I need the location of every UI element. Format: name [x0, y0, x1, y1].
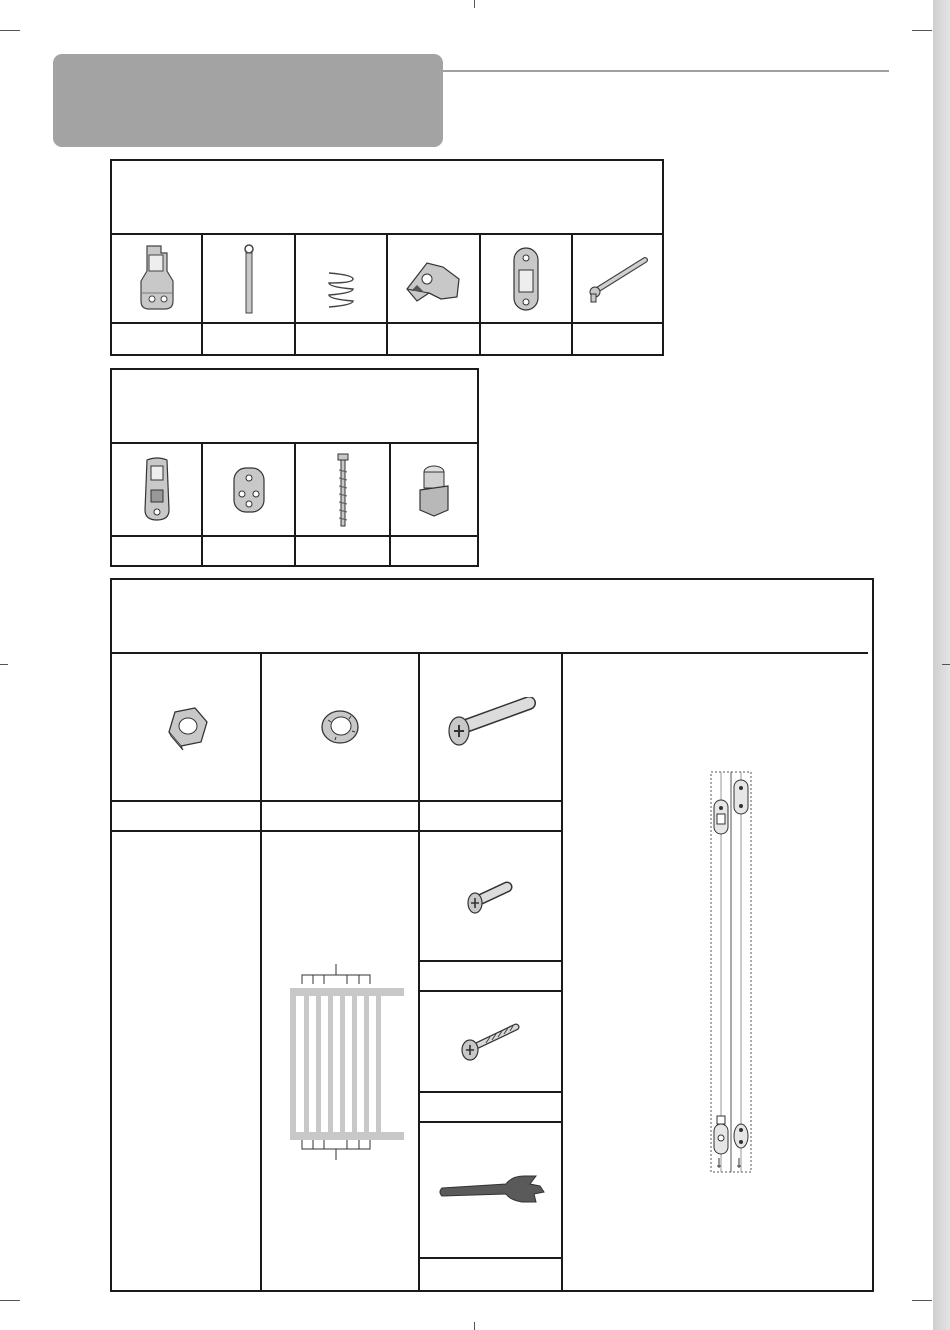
- end-cap-icon: [414, 460, 454, 520]
- gate-frame-diagram: [262, 832, 418, 1290]
- latch-block-icon: [399, 249, 469, 309]
- part-latch-housing: [112, 235, 201, 322]
- part-label: [391, 537, 477, 565]
- part-label: [481, 324, 571, 354]
- part-label: [203, 537, 294, 565]
- spring-icon: [321, 265, 361, 315]
- crop-mark-corner-tl: [0, 30, 20, 31]
- long-screw-icon: [333, 450, 353, 530]
- wood-screw-icon: [456, 1017, 526, 1067]
- part-label: [203, 324, 294, 354]
- extension-bars-diagram: [563, 654, 872, 1290]
- part-catch-bracket: [112, 444, 201, 535]
- part-pin-bolt: [203, 235, 294, 322]
- pin-bolt-icon: [234, 241, 264, 316]
- part-label: [296, 324, 386, 354]
- gate-frame-icon: [262, 832, 418, 1290]
- part-oval-catch-plate: [481, 235, 571, 322]
- spindle-bolt-icon: [441, 697, 541, 757]
- part-label: [112, 802, 260, 830]
- part-spindle-bolt: [420, 654, 561, 800]
- part-latch-block: [388, 235, 479, 322]
- crop-mark-corner-br: [912, 1300, 932, 1301]
- crop-mark-left: [0, 664, 8, 665]
- crop-mark-right: [942, 664, 950, 665]
- part-short-bolt: [420, 832, 561, 960]
- spanner-icon: [436, 1170, 546, 1210]
- short-bolt-icon: [461, 871, 521, 921]
- ring-washer-icon: [315, 702, 365, 752]
- part-wood-screw: [420, 992, 561, 1091]
- part-spring: [296, 235, 386, 322]
- extension-bars-icon: [563, 654, 872, 1290]
- crop-mark-corner-bl: [0, 1300, 20, 1301]
- latch-housing-icon: [127, 241, 187, 316]
- page-edge-strip: [933, 0, 950, 1330]
- part-label: [420, 802, 561, 830]
- part-label: [112, 324, 201, 354]
- header-rule: [443, 70, 889, 72]
- part-label: [420, 962, 561, 990]
- part-label: [388, 324, 479, 354]
- part-label: [420, 1093, 561, 1121]
- crop-mark-bottom: [474, 1322, 475, 1330]
- catch-bracket-icon: [137, 454, 177, 526]
- part-spanner: [420, 1123, 561, 1257]
- crop-mark-corner-tr: [912, 30, 932, 31]
- part-ring-washer: [262, 654, 418, 800]
- part-end-cap: [391, 444, 477, 535]
- oval-catch-plate-icon: [508, 244, 544, 314]
- part-label: [420, 1259, 561, 1289]
- handle-rod-icon: [583, 254, 653, 304]
- part-handle-rod: [573, 235, 662, 322]
- part-long-screw: [296, 444, 389, 535]
- part-label: [112, 537, 201, 565]
- part-hex-nut: [112, 654, 260, 800]
- mounting-plate-icon: [224, 460, 274, 520]
- crop-mark-top: [474, 0, 475, 8]
- part-label: [573, 324, 662, 354]
- section-header: [53, 54, 443, 147]
- part-label: [296, 537, 389, 565]
- hex-nut-icon: [161, 702, 211, 752]
- part-mounting-plate: [203, 444, 294, 535]
- part-label: [262, 802, 418, 830]
